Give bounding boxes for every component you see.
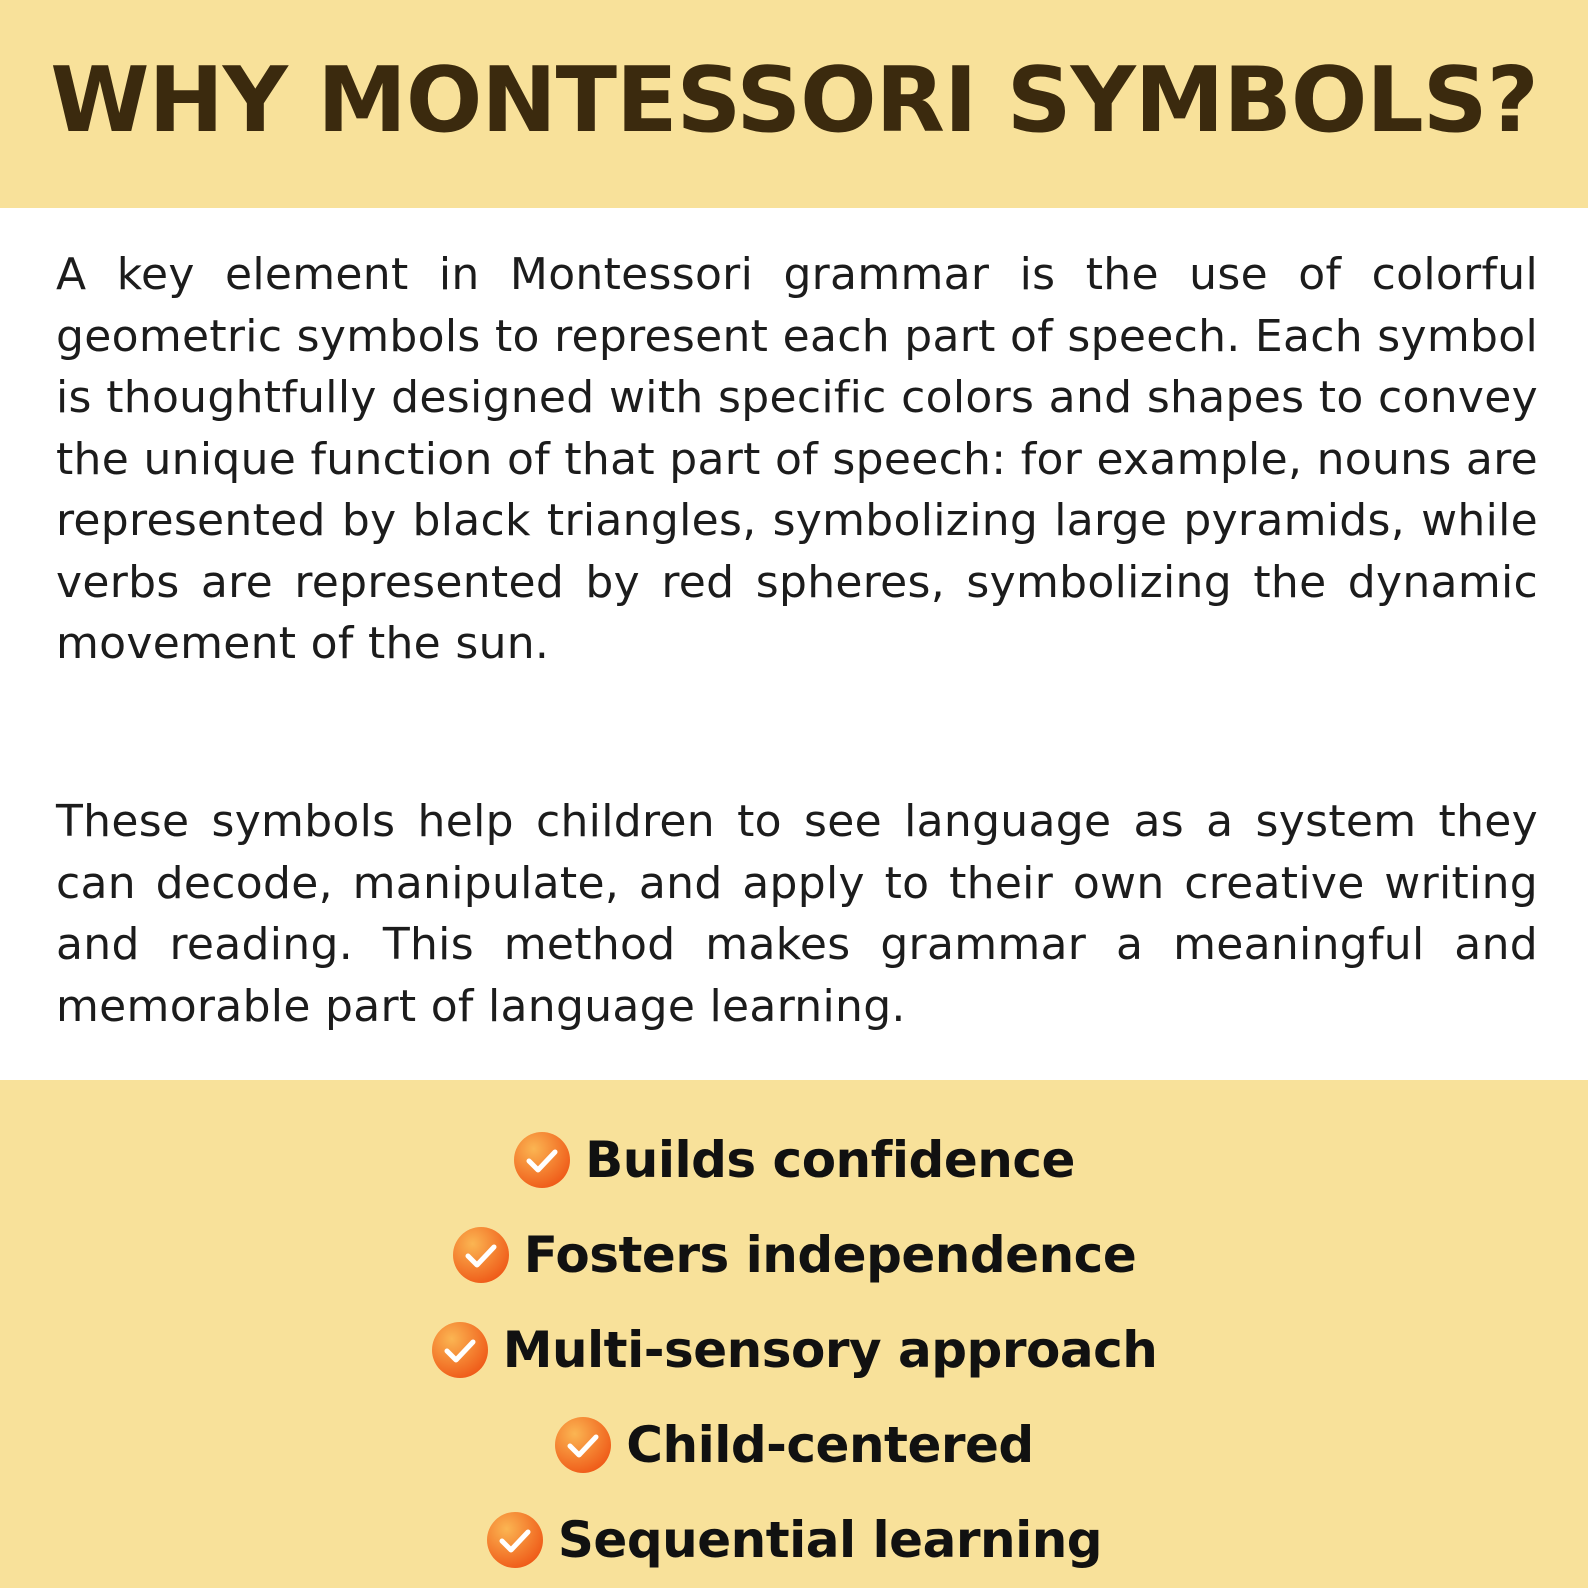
- benefits-list: [0, 1112, 1588, 1587]
- check-circle-icon: [431, 1321, 489, 1379]
- benefit-label: Multi-sensory approach: [502, 1320, 1158, 1379]
- page-title: WHY MONTESSORI SYMBOLS?: [50, 48, 1538, 153]
- benefits-band: [0, 1080, 1588, 1588]
- intro-paragraph: A key element in Montessori grammar is the use of colorful geometric symbols to represent each part of speech. Each symbol is thoughtfully designed with specific colors and shapes to convey the unique function of that part of speech: for example, nouns are represented by black triangles, symbolizing large pyramids, while verbs are represented by red spheres, symbolizing the dynamic movement of the sun.: [56, 249, 1538, 669]
- body-section: [0, 208, 1588, 1080]
- check-circle-icon: [513, 1131, 571, 1189]
- benefit-label: Builds confidence: [585, 1130, 1075, 1189]
- benefit-item-child-centered: [0, 1397, 1588, 1492]
- header-band: [0, 0, 1588, 208]
- check-circle-icon: [486, 1511, 544, 1569]
- summary-paragraph: These symbols help children to see language as a system they can decode, manipulate, and apply to their own creative writing and reading. This method makes grammar a meaningful and memorable part of language learning.: [56, 796, 1538, 1032]
- benefit-item-fosters-independence: [0, 1207, 1588, 1302]
- check-circle-icon: [452, 1226, 510, 1284]
- benefit-item-sequential-learning: [0, 1492, 1588, 1587]
- benefit-label: Sequential learning: [557, 1510, 1103, 1569]
- check-circle-icon: [554, 1416, 612, 1474]
- benefit-label: Fosters independence: [523, 1225, 1137, 1284]
- benefit-item-builds-confidence: [0, 1112, 1588, 1207]
- benefit-item-multi-sensory-approach: [0, 1302, 1588, 1397]
- benefit-label: Child-centered: [626, 1415, 1034, 1474]
